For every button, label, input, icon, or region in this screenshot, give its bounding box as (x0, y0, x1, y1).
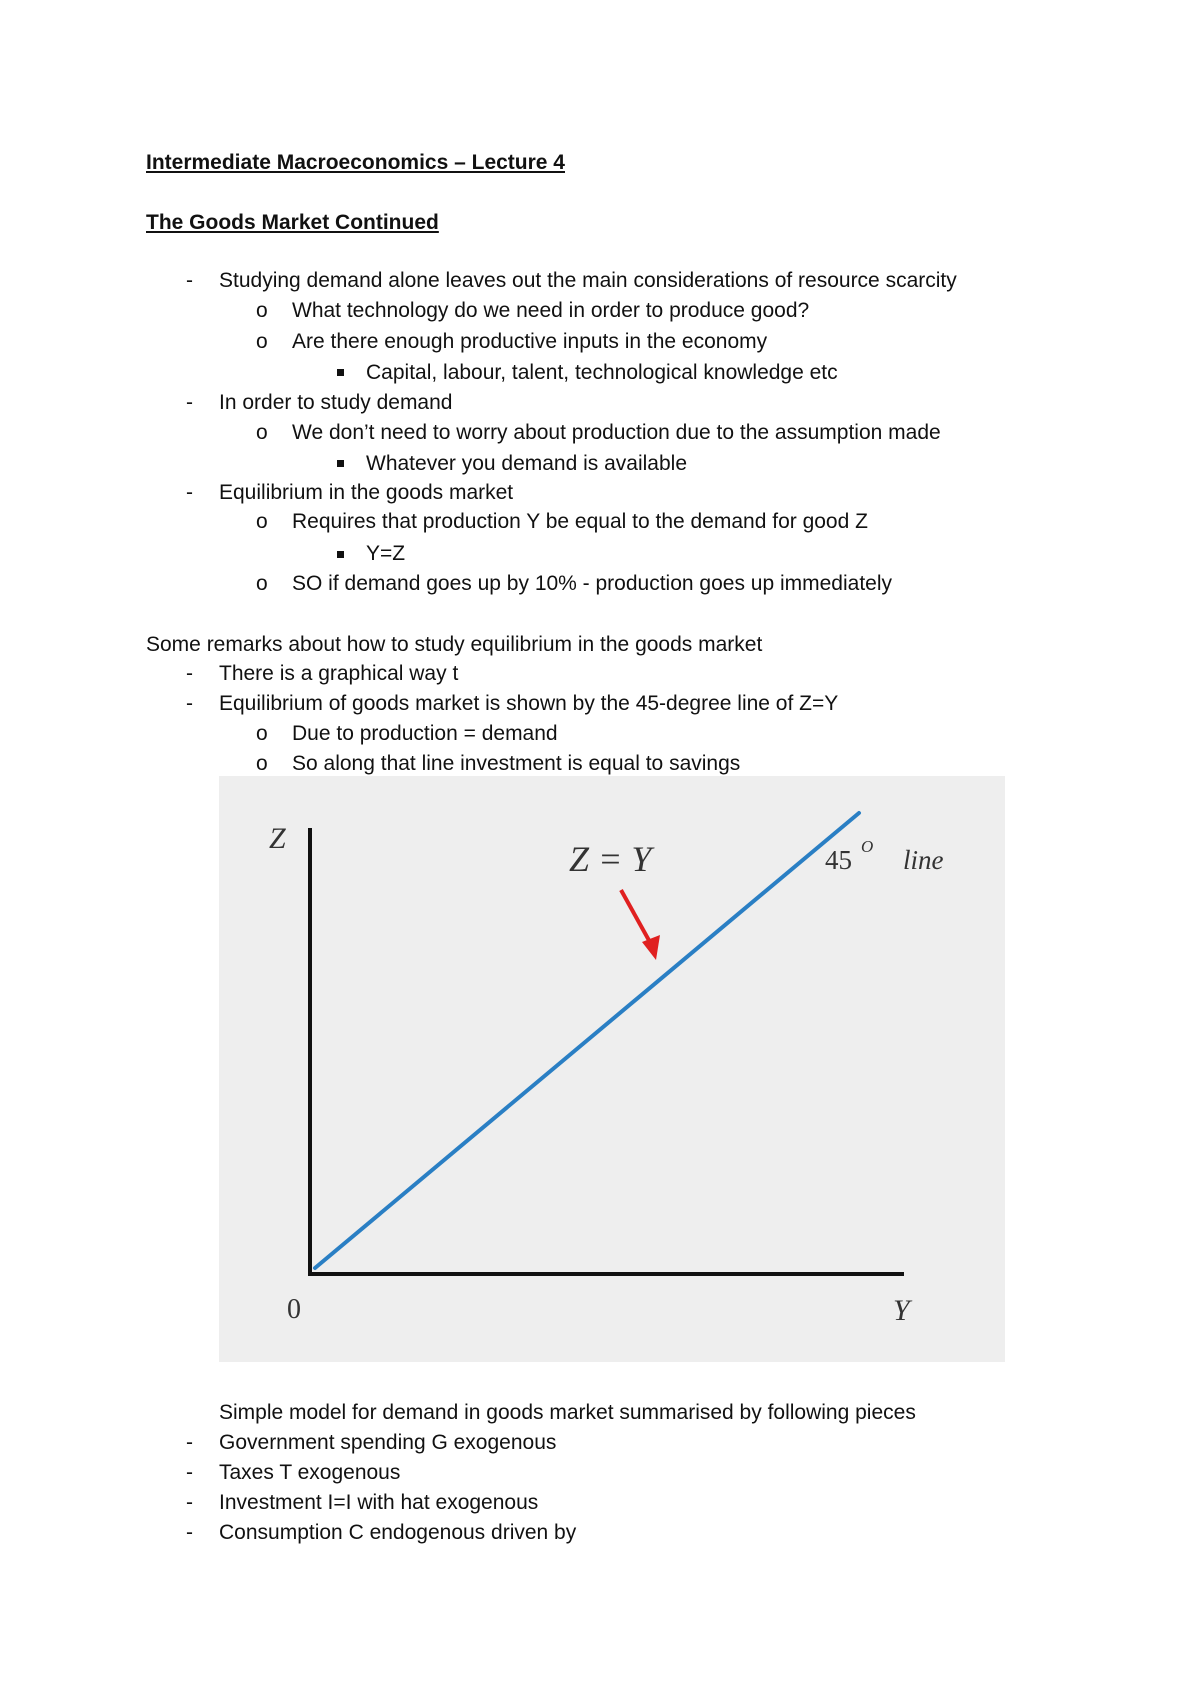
paragraph-heading: Simple model for demand in goods market summarised by following pieces (219, 1401, 916, 1424)
list-item: Requires that production Y be equal to the demand for good Z (292, 510, 868, 533)
list-item: Equilibrium in the goods market (219, 481, 514, 504)
angle-label: 45 (825, 845, 852, 875)
goods-market-chart (219, 776, 1005, 1362)
circle-bullet: o (256, 572, 268, 595)
equilibrium-45-line (315, 813, 859, 1268)
circle-bullet: o (256, 752, 268, 775)
section-heading: The Goods Market Continued (146, 211, 439, 234)
dash-bullet: - (186, 692, 193, 715)
circle-bullet: o (256, 510, 268, 533)
list-item: Are there enough productive inputs in the economy (292, 330, 768, 353)
square-bullet-icon (337, 369, 344, 376)
paragraph-heading: Some remarks about how to study equilibrium in the goods market (146, 633, 763, 656)
dash-bullet: - (186, 1521, 193, 1544)
dash-bullet: - (186, 1491, 193, 1514)
dash-bullet: - (186, 391, 193, 414)
chart-svg (219, 776, 1005, 1362)
origin-label: 0 (287, 1294, 301, 1325)
list-item: What technology do we need in order to produce good? (292, 299, 810, 322)
list-item: Government spending G exogenous (219, 1431, 557, 1454)
x-axis-label: Y (893, 1294, 910, 1327)
dash-bullet: - (186, 1461, 193, 1484)
angle-line-suffix: line (903, 845, 944, 875)
dash-bullet: - (186, 1431, 193, 1454)
y-axis-label: Z (269, 822, 286, 855)
dash-bullet: - (186, 481, 193, 504)
circle-bullet: o (256, 299, 268, 322)
angle-degree-superscript: O (861, 837, 874, 856)
list-item: So along that line investment is equal to savings (292, 752, 741, 775)
list-item: We don’t need to worry about production due to the assumption made (292, 421, 941, 444)
list-item: Capital, labour, talent, technological knowledge etc (366, 361, 838, 384)
arrow-head-icon (642, 935, 660, 960)
document-title: Intermediate Macroeconomics – Lecture 4 (146, 151, 565, 174)
list-item: Equilibrium of goods market is shown by the 45-degree line of Z=Y (219, 692, 839, 715)
circle-bullet: o (256, 421, 268, 444)
list-item: Y=Z (366, 542, 406, 565)
list-item: There is a graphical way t (219, 662, 459, 685)
list-item: Whatever you demand is available (366, 452, 688, 475)
list-item: Consumption C endogenous driven by (219, 1521, 577, 1544)
dash-bullet: - (186, 662, 193, 685)
list-item: In order to study demand (219, 391, 453, 414)
list-item: Due to production = demand (292, 722, 558, 745)
square-bullet-icon (337, 551, 344, 558)
arrow-shaft (621, 890, 651, 944)
list-item: SO if demand goes up by 10% - production goes up immediately (292, 572, 893, 595)
circle-bullet: o (256, 722, 268, 745)
dash-bullet: - (186, 269, 193, 292)
square-bullet-icon (337, 460, 344, 467)
circle-bullet: o (256, 330, 268, 353)
line-equation-label: Z = Y (569, 839, 652, 879)
list-item: Studying demand alone leaves out the main considerations of resource scarcity (219, 269, 957, 292)
list-item: Taxes T exogenous (219, 1461, 401, 1484)
list-item: Investment I=I with hat exogenous (219, 1491, 539, 1514)
